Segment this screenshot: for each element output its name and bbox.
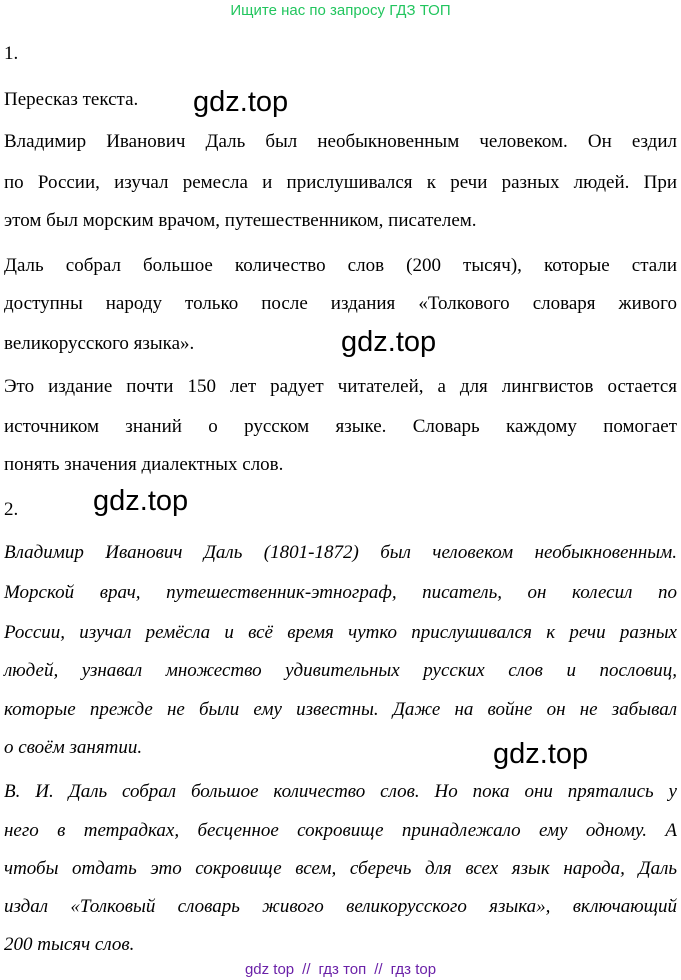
section-number: 2. bbox=[4, 499, 19, 520]
watermark: gdz.top bbox=[493, 738, 589, 770]
paragraph-line: великорусского языка». bbox=[4, 333, 195, 354]
italic-line: которые прежде не были ему известны. Даже на войне он не забывал bbox=[4, 699, 677, 720]
footer-link[interactable]: гдз top bbox=[390, 961, 437, 978]
search-banner: Ищите нас по запросу ГДЗ ТОП bbox=[230, 2, 451, 19]
watermark: gdz.top bbox=[341, 326, 437, 358]
paragraph-line: понять значения диалектных слов. bbox=[4, 454, 284, 475]
watermark: gdz.top bbox=[193, 86, 289, 118]
paragraph-line: по России, изучал ремесла и прислушивался к речи разных людей. При bbox=[4, 172, 677, 193]
italic-line: Владимир Иванович Даль (1801-1872) был человеком необыкновенным. bbox=[4, 542, 677, 563]
italic-line: о своём занятии. bbox=[4, 737, 143, 758]
italic-line: Морской врач, путешественник-этнограф, писатель, он колесил по bbox=[4, 582, 677, 603]
italic-line: чтобы отдать это сокровище всем, сберечь для всех язык народа, Даль bbox=[4, 858, 677, 879]
footer-link[interactable]: гдз топ bbox=[318, 961, 367, 978]
footer-separator: // bbox=[302, 961, 311, 978]
italic-line: В. И. Даль собрал большое количество слов. Но пока они прятались у bbox=[4, 781, 677, 802]
footer-link[interactable]: gdz top bbox=[244, 961, 295, 978]
italic-line: России, изучал ремёсла и всё время чутко прислушивался к речи разных bbox=[4, 622, 677, 643]
italic-line: издал «Толковый словарь живого великорусского языка», включающий bbox=[4, 896, 677, 917]
italic-line: людей, узнавал множество удивительных русских слов и пословиц, bbox=[4, 660, 677, 681]
paragraph-line: источником знаний о русском языке. Словарь каждому помогает bbox=[4, 416, 677, 437]
paragraph-line: Даль собрал большое количество слов (200 тысяч), которые стали bbox=[4, 255, 677, 276]
section-heading: Пересказ текста. bbox=[4, 89, 139, 110]
paragraph-line: Владимир Иванович Даль был необыкновенным человеком. Он ездил bbox=[4, 131, 677, 152]
paragraph-line: этом был морским врачом, путешественником, писателем. bbox=[4, 210, 477, 231]
section-number: 1. bbox=[4, 43, 19, 64]
paragraph-line: доступны народу только после издания «Толкового словаря живого bbox=[4, 293, 677, 314]
watermark: gdz.top bbox=[93, 485, 189, 517]
italic-line: него в тетрадках, бесценное сокровище принадлежало ему одному. А bbox=[4, 820, 677, 841]
italic-line: 200 тысяч слов. bbox=[4, 934, 135, 955]
footer-separator: // bbox=[374, 961, 383, 978]
paragraph-line: Это издание почти 150 лет радует читателей, а для лингвистов остается bbox=[4, 376, 677, 397]
footer-links bbox=[0, 961, 681, 978]
